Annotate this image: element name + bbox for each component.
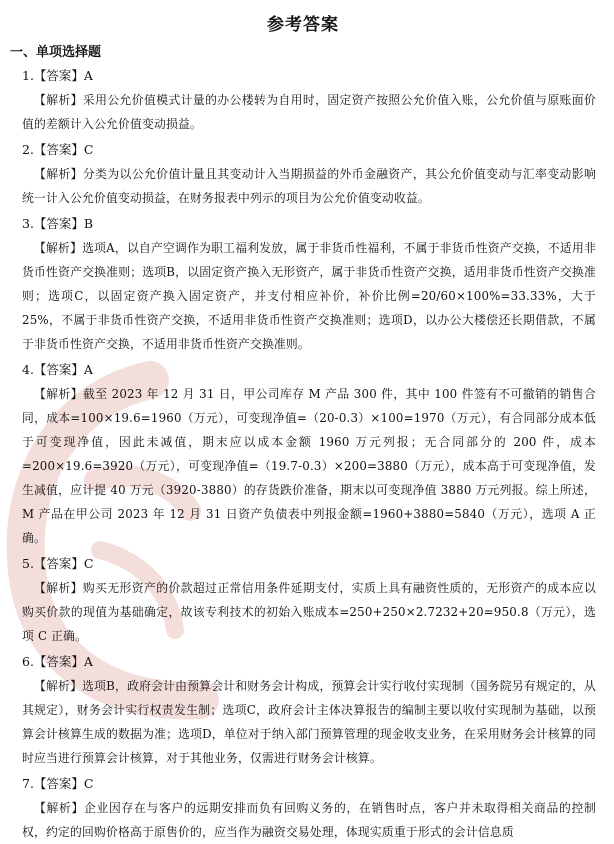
question-item-2 (10, 138, 596, 210)
section-title: 一、单项选择题 (10, 45, 102, 60)
analysis-text: 【解析】选项B，政府会计由预算会计和财务会计构成，预算会计实行收付实现制（国务院另有规定的，从其规定），财务会计实行权责发生制；选项C，政府会计主体决算报告的编制主要以收付实现制为基础，以预算会计核算生成的数据为准；选项D，单位对于纳入部门预算管理的现金收支业务，在采用财务会计核算的同时应当进行预算会计核算，对于其他业务，仅需进行财务会计核算。 (22, 679, 596, 765)
question-item-1 (10, 64, 596, 136)
answer-line: 3.【答案】B (22, 216, 94, 231)
question-item-4 (10, 358, 596, 550)
analysis-text: 【解析】企业因存在与客户的远期安排而负有回购义务的，在销售时点，客户并未取得相关商品的控制权，约定的回购价格高于原售价的，应当作为融资交易处理，体现实质重于形式的会计信息质 (22, 801, 596, 839)
question-item-7 (10, 772, 596, 844)
analysis-text: 【解析】采用公允价值模式计量的办公楼转为自用时，固定资产按照公允价值入账，公允价值与原账面价值的差额计入公允价值变动损益。 (22, 93, 596, 131)
answer-line: 5.【答案】C (22, 556, 94, 571)
page-title: 参考答案 (267, 15, 339, 35)
analysis-text: 【解析】购买无形资产的价款超过正常信用条件延期支付，实质上具有融资性质的，无形资产的成本应以购买价款的现值为基础确定，故该专利技术的初始入账成本=250+250×2.7232+20=950.8（万元），选项 C 正确。 (22, 581, 596, 643)
answer-line: 1.【答案】A (22, 68, 93, 83)
question-item-6 (10, 650, 596, 770)
question-item-3 (10, 212, 596, 356)
question-item-5 (10, 552, 596, 648)
answer-line: 7.【答案】C (22, 776, 94, 791)
analysis-text: 【解析】分类为以公允价值计量且其变动计入当期损益的外币金融资产，其公允价值变动与汇率变动影响统一计入公允价值变动损益，在财务报表中列示的项目为公允价值变动收益。 (22, 167, 596, 205)
analysis-text: 【解析】选项A，以自产空调作为职工福利发放，属于非货币性福利，不属于非货币性资产交换，不适用非货币性资产交换准则；选项B，以固定资产换入无形资产，属于非货币性资产交换，适用非货币性资产交换准则；选项C，以固定资产换入固定资产，并支付相应补价，补价比例=20/60×100%=33.33%，大于25%，不属于非货币性资产交换，不适用非货币性资产交换准则；选项D，以办公大楼偿还长期借款，不属于非货币性资产交换，不适用非货币性资产交换准则。 (22, 241, 596, 351)
answer-line: 2.【答案】C (22, 142, 94, 157)
answer-line: 6.【答案】A (22, 654, 93, 669)
answer-line: 4.【答案】A (22, 362, 93, 377)
analysis-text: 【解析】截至 2023 年 12 月 31 日，甲公司库存 M 产品 300 件，其中 100 件签有不可撤销的销售合同，成本=100×19.6=1960（万元），可变现净值=（20-0.3）×100=1970（万元），有合同部分成本低于可变现净值，因此未减值，期末应以成本金额 1960 万元列报；无合同部分的 200 件，成本=200×19.6=3920（万元），可变现净值=（19.7-0.3）×200=3880（万元），成本高于可变现净值，发生减值，应计提 40 万元（3920-3880）的存货跌价准备，期末以可变现净值 3880 万元列报。综上所述，M 产品在甲公司 2023 年 12 月 31 日资产负债表中列报金额=1960+3880=5840（万元），选项 A 正确。 (22, 387, 596, 545)
